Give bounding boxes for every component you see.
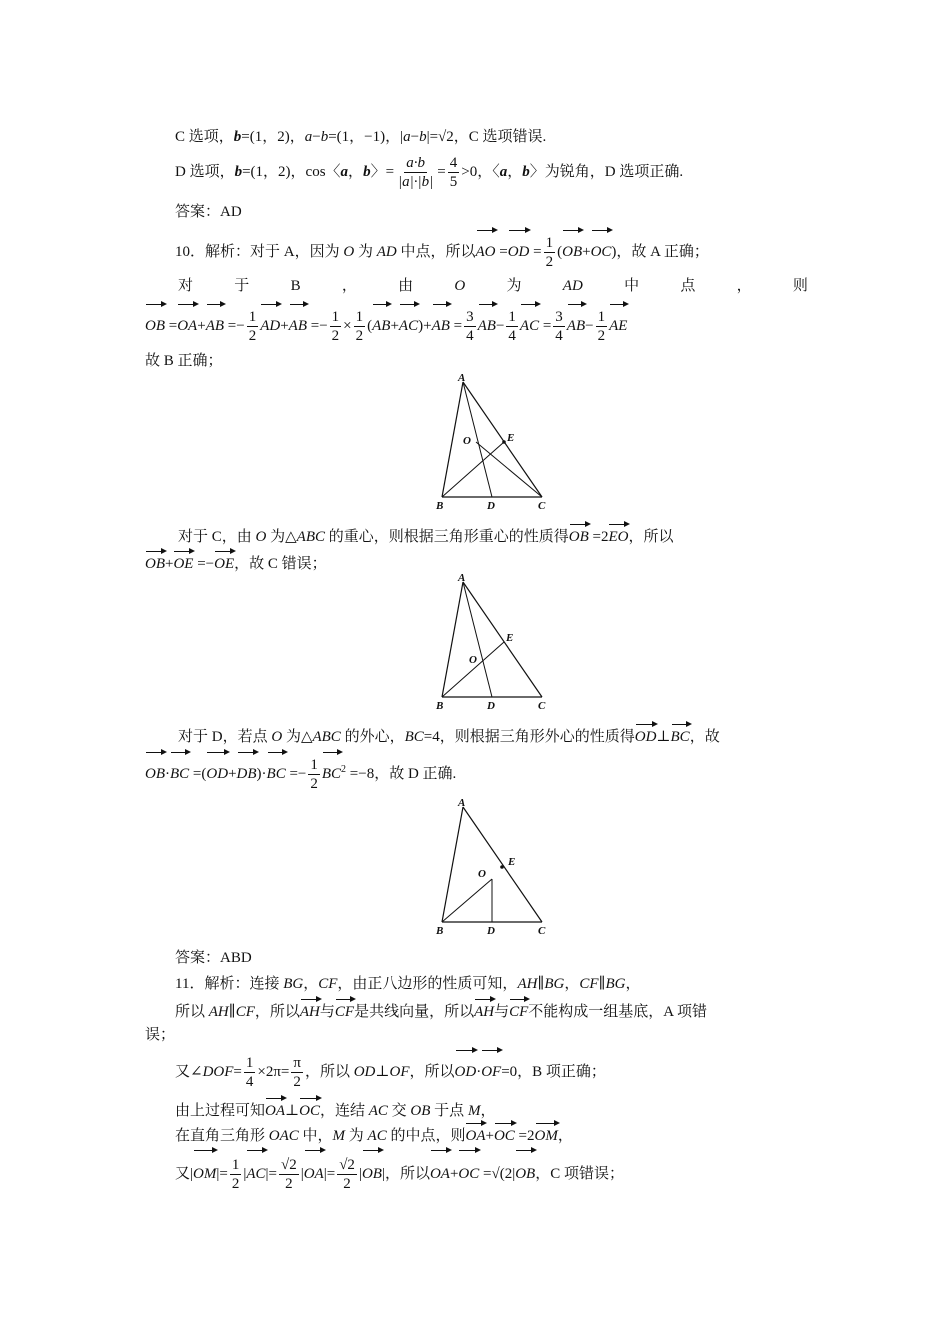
- option-b-equation: OB =OA+AB =− $\frac{1}{2}$ AD+AB =− $\frac{1}{2}$ × $\frac{1}{2}$ (AB+AC)+AB = $\frac{3}{4}$ AB− $\frac{1}{4}$ AC = $\frac{3}{4}$ AB− $\frac{1}{2}$ AE: [145, 302, 627, 346]
- fig1-label-c: C: [538, 500, 546, 512]
- fig1-label-e: E: [507, 432, 515, 444]
- problem-11-c: 误；: [145, 1027, 176, 1043]
- fig2-label-b: B: [436, 700, 444, 712]
- problem-11-g: 又|OM|= $\frac{1}{2}$ |AC|= $\frac{√2}{2}$ |OA|= $\frac{√2}{2}$ |OB|，所以OA+OC =√(2|OB，C 项错误；: [175, 1148, 624, 1196]
- problem-11-e: 由上过程可知OA⊥OC，连结 AC 交 OB 于点 M，: [175, 1096, 495, 1122]
- fig3-label-e: E: [508, 856, 516, 868]
- triangle-figure-1: [430, 370, 555, 515]
- option-c-line: C 选项，b=(1，2)，a−b=(1，−1)，|a−b|=√2，C 选项错误.: [175, 129, 547, 145]
- answer-9: 答案：AD: [175, 204, 242, 220]
- problem-10-a: 10．解析：对于 A，因为 O 为 AD 中点，所以AO =OD = $\frac{1}{2}$ (OB+OC)，故 A 正确；: [175, 228, 709, 272]
- fig3-label-o: O: [478, 868, 486, 880]
- option-d-line2: OB·BC =(OD+DB)·BC =− $\frac{1}{2}$ $BC^2 =-8$，故 D 正确.: [145, 750, 456, 794]
- fig2-label-c: C: [538, 700, 546, 712]
- fig2-label-o: O: [469, 654, 477, 666]
- problem-11-d: 又∠DOF= $\frac{1}{4}$ ×2π= $\frac{\pi}{2}$ ，所以 OD⊥OF，所以OD·OF=0，B 项正确；: [175, 1048, 606, 1092]
- option-b-conclusion: 故 B 正确；: [145, 353, 223, 369]
- fig3-label-b: B: [436, 925, 444, 937]
- fig1-label-a: A: [458, 372, 466, 384]
- option-b-intro: 对 于 B ， 由 O 为 AD 中 点 ， 则: [178, 278, 808, 294]
- fig2-label-a: A: [458, 572, 466, 584]
- four-fifths-fraction: $\frac{4}{5}$: [449, 155, 458, 191]
- option-d-line1: 对于 D，若点 O 为△ABC 的外心，BC=4，则根据三角形外心的性质得OD⊥BC，故: [178, 722, 720, 748]
- fig3-label-d: D: [487, 925, 495, 937]
- option-d-line: D 选项，b=(1，2)，cos〈a，b〉= $\frac{a\cdot b}{|a|\cdot|b|}$ = $\frac{4}{5}$ >0，〈a，b〉为锐角，D 选项正确.: [175, 155, 684, 191]
- triangle-figure-3: [430, 795, 555, 940]
- dot-product-fraction: $\frac{a\cdot b}{|a|\cdot|b|}$: [398, 155, 434, 191]
- problem-11-b: 所以 AH∥CF，所以AH与CF是共线向量，所以AH与CF不能构成一组基底，A 项错: [175, 997, 707, 1023]
- problem-11-f: 在直角三角形 OAC 中，M 为 AC 的中点，则OA+OC =2OM，: [175, 1121, 573, 1147]
- fig3-label-c: C: [538, 925, 546, 937]
- fig1-label-d: D: [487, 500, 495, 512]
- answer-10: 答案：ABD: [175, 950, 252, 966]
- triangle-figure-2: [430, 570, 555, 715]
- fig3-label-a: A: [458, 797, 466, 809]
- fig2-label-e: E: [506, 632, 514, 644]
- problem-11-a: 11．解析：连接 BG，CF，由正八边形的性质可知，AH∥BG，CF∥BG，: [175, 976, 641, 992]
- option-c-line1: 对于 C，由 O 为△ABC 的重心，则根据三角形重心的性质得OB =2EO，所以: [178, 522, 674, 548]
- option-c-line2: OB+OE =−OE，故 C 错误；: [145, 549, 327, 575]
- fig1-label-b: B: [436, 500, 444, 512]
- fig1-label-o: O: [463, 435, 471, 447]
- fig2-label-d: D: [487, 700, 495, 712]
